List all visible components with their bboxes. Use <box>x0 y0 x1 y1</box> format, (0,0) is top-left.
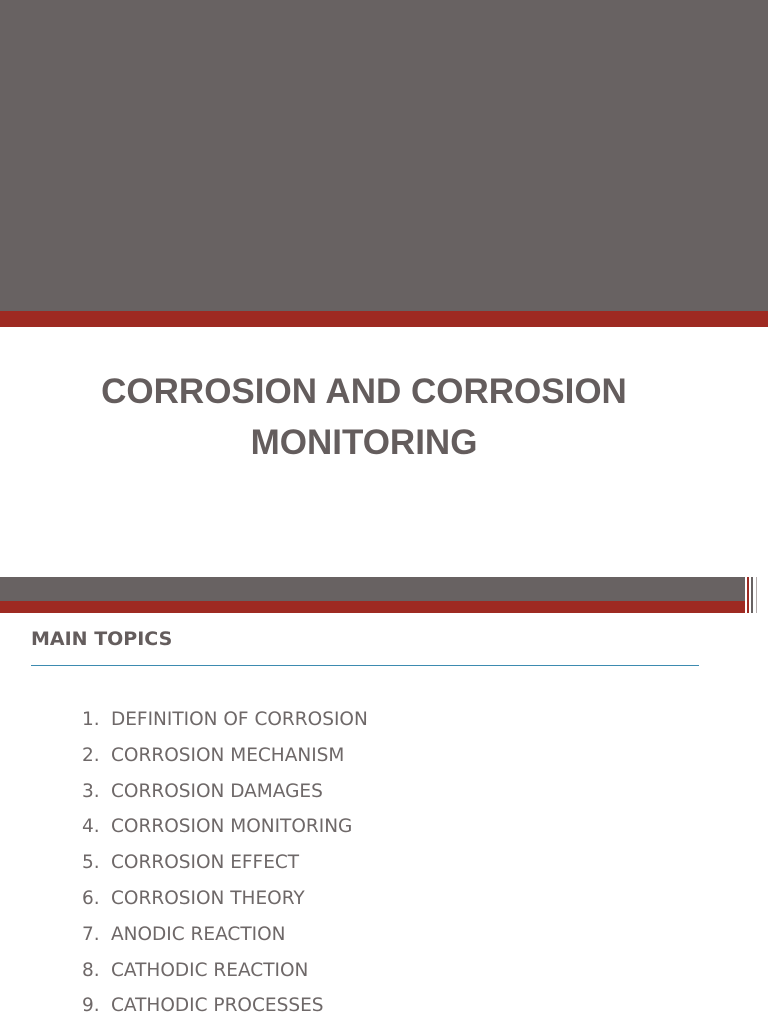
list-item <box>82 883 368 919</box>
topics-accent-stripe <box>0 601 745 613</box>
list-label: ANODIC REACTION <box>111 923 286 945</box>
list-label: CORROSION THEORY <box>111 887 305 909</box>
title-accent-stripe <box>0 311 768 327</box>
list-item <box>82 955 368 991</box>
list-item <box>82 704 368 740</box>
presentation-title: CORROSION AND CORROSION MONITORING <box>101 372 627 462</box>
header-endcap <box>745 577 768 613</box>
list-number: 9. <box>82 995 100 1017</box>
list-number: 3. <box>82 780 100 802</box>
topics-header-band <box>0 577 745 601</box>
heading-divider <box>31 665 699 666</box>
list-number: 4. <box>82 816 100 838</box>
list-label: CORROSION MONITORING <box>111 816 353 838</box>
list-number: 2. <box>82 744 100 766</box>
list-label: CATHODIC REACTION <box>111 959 309 981</box>
endcap-line <box>756 577 757 613</box>
list-label: CORROSION EFFECT <box>111 852 300 874</box>
list-label: CATHODIC PROCESSES <box>111 995 324 1017</box>
list-label: DEFINITION OF CORROSION <box>111 709 368 730</box>
section-heading: MAIN TOPICS <box>31 628 173 650</box>
list-item <box>82 776 368 812</box>
endcap-line <box>751 577 753 613</box>
list-number: 6. <box>82 887 100 909</box>
list-item <box>82 811 368 847</box>
list-item <box>82 919 368 955</box>
title-banner <box>0 0 768 311</box>
list-label: CORROSION MECHANISM <box>111 744 345 766</box>
list-item <box>82 847 368 883</box>
list-item <box>82 740 368 776</box>
list-number: 1. <box>82 709 100 730</box>
list-label: CORROSION DAMAGES <box>111 780 323 802</box>
list-number: 8. <box>82 959 100 981</box>
list-number: 7. <box>82 923 100 945</box>
list-item <box>82 990 368 1026</box>
topics-list <box>82 704 368 1026</box>
endcap-line <box>747 577 749 613</box>
list-number: 5. <box>82 852 100 874</box>
